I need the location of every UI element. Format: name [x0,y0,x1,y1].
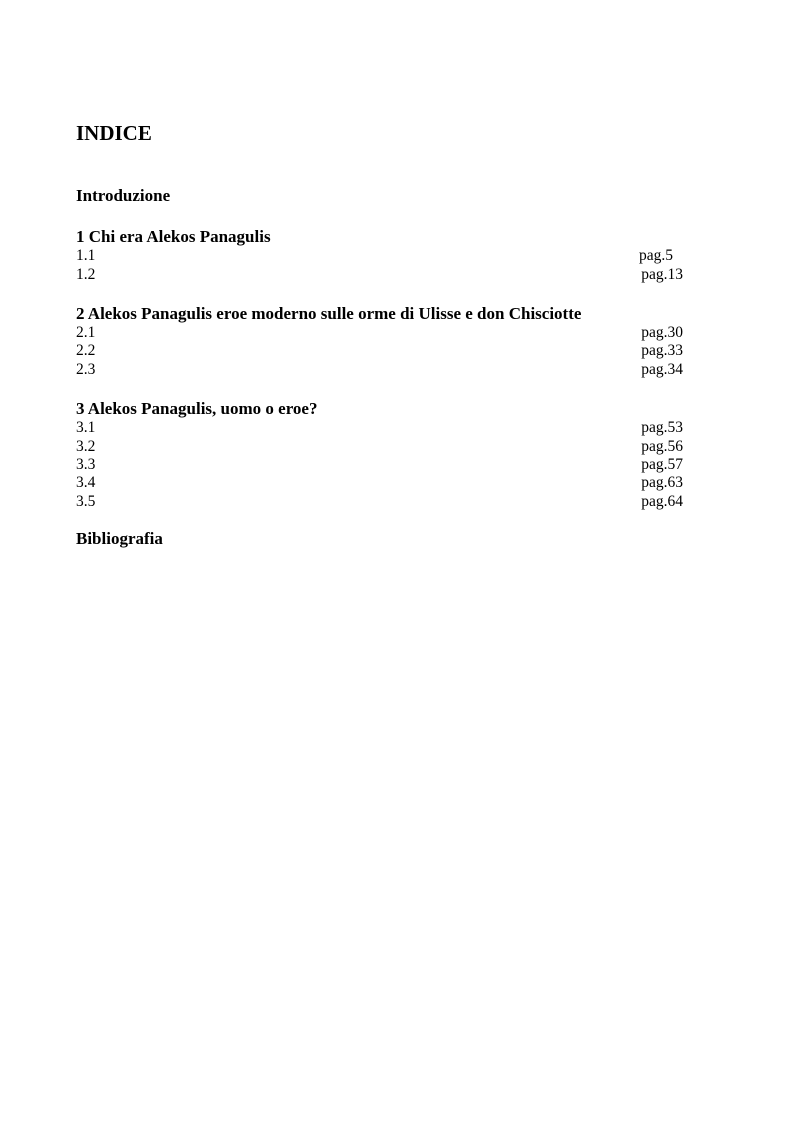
chapter-3-heading: 3 Alekos Panagulis, uomo o eroe? [76,399,318,418]
entry-number: 3.3 [76,456,96,473]
page-title: INDICE [76,121,152,145]
entry-page: pag.13 [641,266,683,283]
toc-entry [76,246,683,265]
toc-entry [76,265,683,284]
toc-entry [76,492,683,511]
heading-bibliografia: Bibliografia [76,529,163,548]
entry-number: 3.5 [76,493,96,510]
entry-number: 2.3 [76,361,96,378]
toc-entry [76,455,683,474]
entry-number: 3.2 [76,438,96,455]
chapter-2-heading: 2 Alekos Panagulis eroe moderno sulle orme di Ulisse e don Chisciotte [76,304,582,323]
entry-page: pag.34 [641,361,683,378]
heading-introduzione: Introduzione [76,186,171,205]
entry-number: 2.1 [76,324,96,341]
entry-page: pag.56 [641,438,683,455]
entry-page: pag.53 [641,419,683,436]
toc-entry [76,418,683,437]
toc-entry [76,473,683,492]
toc-entry [76,341,683,360]
toc-entry [76,360,683,379]
toc-entry [76,323,683,342]
entry-page: pag.63 [641,474,683,491]
entry-number: 3.4 [76,474,96,491]
entry-page: pag.64 [641,493,683,510]
entry-page: pag.5 [638,247,673,264]
entry-page: pag.30 [641,324,683,341]
entry-page: pag.57 [641,456,683,473]
chapter-1-heading: 1 Chi era Alekos Panagulis [76,227,271,246]
entry-page: pag.33 [641,342,683,359]
entry-number: 1.2 [76,266,96,283]
entry-number: 2.2 [76,342,96,359]
entry-number: 3.1 [76,419,96,436]
toc-entry [76,437,683,456]
entry-number: 1.1 [76,247,96,264]
